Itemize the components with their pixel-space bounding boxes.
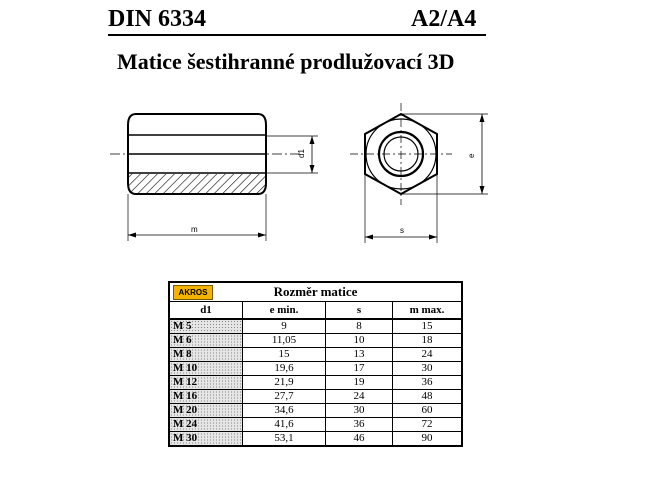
dimension-d1 (266, 136, 318, 173)
table-row (169, 432, 462, 447)
table-cell: 27,7 (243, 390, 326, 404)
table-title-cell (169, 282, 462, 302)
table-row (169, 404, 462, 418)
s-label: s (400, 226, 404, 235)
table-cell: 24 (326, 390, 393, 404)
table-cell: 15 (393, 319, 463, 334)
table-cell: 19,6 (243, 362, 326, 376)
e-label: e (467, 153, 476, 158)
table-cell: 24 (393, 348, 463, 362)
table-row (169, 390, 462, 404)
column-header: s (326, 302, 393, 320)
table-row (169, 319, 462, 334)
thread-size-cell: M 20 (169, 404, 243, 418)
table-cell: 21,9 (243, 376, 326, 390)
table-cell: 48 (393, 390, 463, 404)
table-cell: 41,6 (243, 418, 326, 432)
thread-size-cell: M 24 (169, 418, 243, 432)
table-title: Rozměr matice (273, 283, 358, 299)
table-cell: 11,05 (243, 334, 326, 348)
table-cell: 46 (326, 432, 393, 447)
table-row (169, 334, 462, 348)
table-row (169, 418, 462, 432)
table-row (169, 362, 462, 376)
table-cell: 15 (243, 348, 326, 362)
column-header: d1 (169, 302, 243, 320)
table-cell: 90 (393, 432, 463, 447)
akros-logo: AKROS (173, 285, 213, 300)
table-cell: 60 (393, 404, 463, 418)
thread-size-cell: M 10 (169, 362, 243, 376)
table-body (169, 319, 462, 446)
table-cell: 30 (326, 404, 393, 418)
d1-label: d1 (297, 149, 306, 158)
material-title: A2/A4 (411, 6, 477, 32)
table-cell: 30 (393, 362, 463, 376)
table-cell: 10 (326, 334, 393, 348)
table-cell: 36 (393, 376, 463, 390)
table-cell: 36 (326, 418, 393, 432)
table-row (169, 376, 462, 390)
column-header: m max. (393, 302, 463, 320)
column-header: e min. (243, 302, 326, 320)
table-cell: 19 (326, 376, 393, 390)
thread-size-cell: M 30 (169, 432, 243, 447)
table-cell: 9 (243, 319, 326, 334)
standard-title: DIN 6334 (108, 6, 207, 32)
page-subtitle: Matice šestihranné prodlužovací 3D (117, 49, 455, 74)
table-cell: 34,6 (243, 404, 326, 418)
m-label: m (191, 225, 198, 234)
table-header-row (169, 302, 462, 320)
thread-size-cell: M 12 (169, 376, 243, 390)
table-cell: 17 (326, 362, 393, 376)
thread-size-cell: M 8 (169, 348, 243, 362)
table-cell: 13 (326, 348, 393, 362)
thread-size-cell: M 5 (169, 319, 243, 334)
table-row (169, 348, 462, 362)
thread-size-cell: M 16 (169, 390, 243, 404)
dimension-table (168, 281, 463, 447)
table-cell: 72 (393, 418, 463, 432)
thread-size-cell: M 6 (169, 334, 243, 348)
nut-side-view (110, 114, 300, 194)
table-cell: 53,1 (243, 432, 326, 447)
table-cell: 8 (326, 319, 393, 334)
table-cell: 18 (393, 334, 463, 348)
